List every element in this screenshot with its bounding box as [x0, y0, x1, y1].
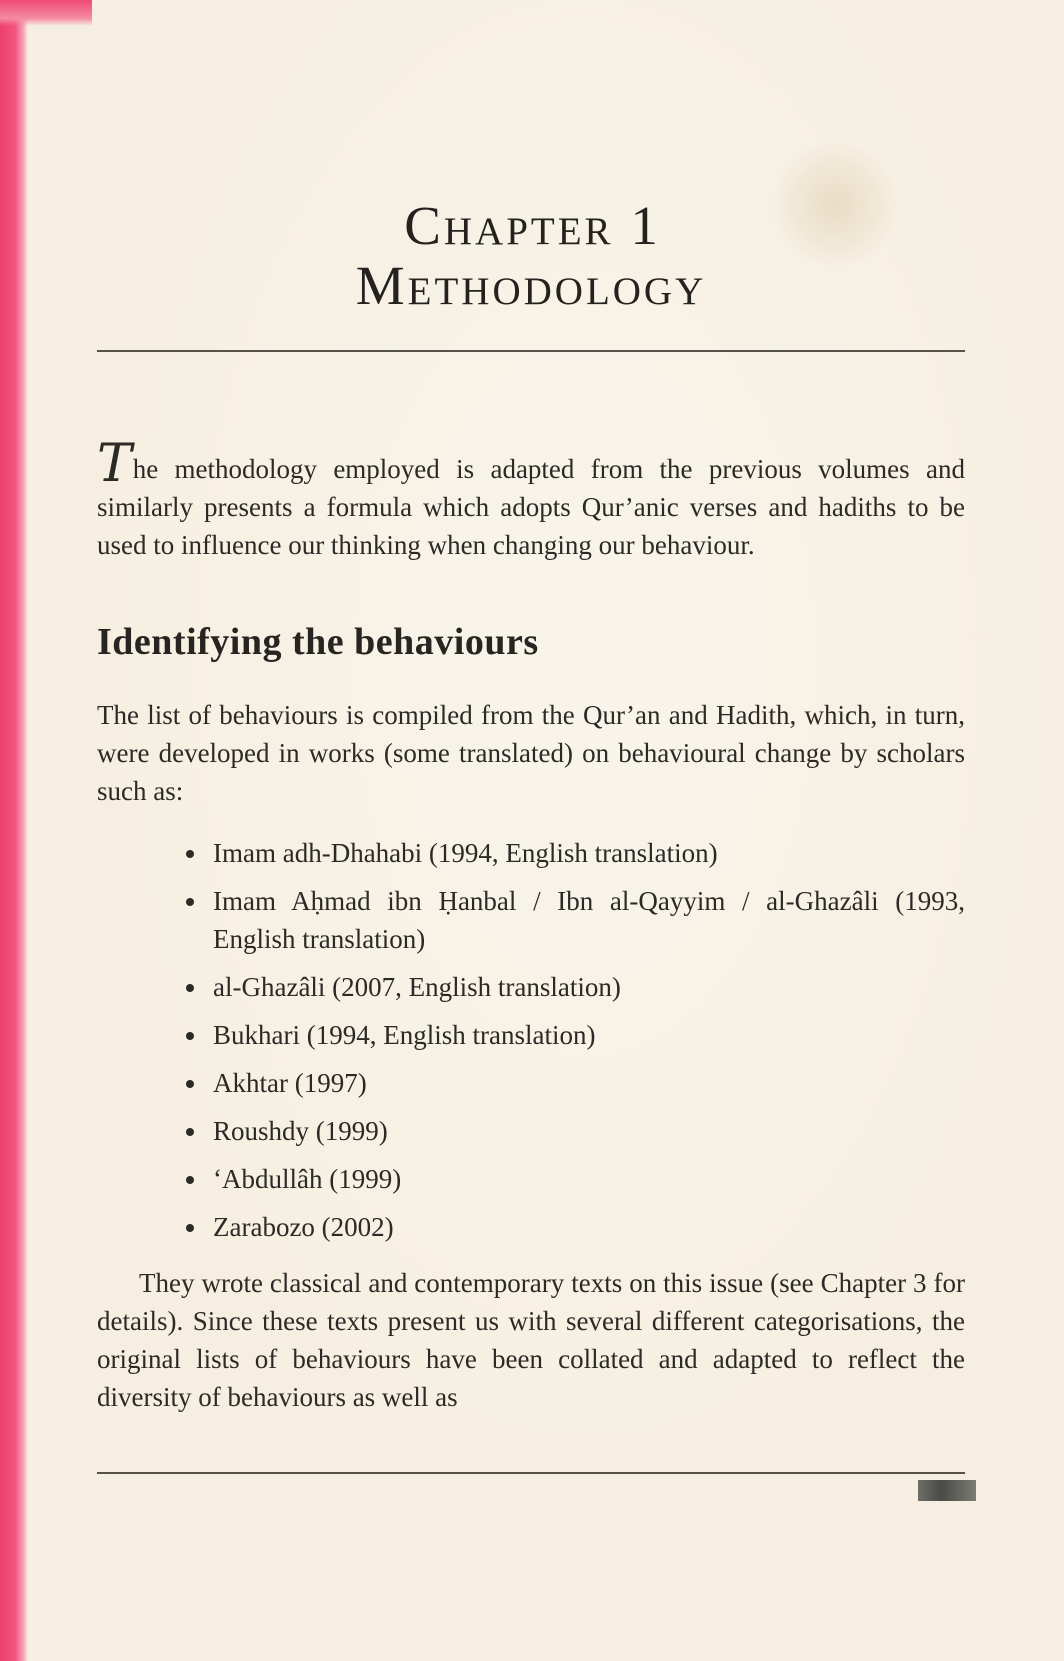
closing-paragraph: They wrote classical and contemporary texts on this issue (see Chapter 3 for details). Since these texts present us with several different categorisations, the original lists of behaviours have been collated and adapted to reflect the diversity of behaviours as well as — [97, 1267, 965, 1412]
intro-text: he methodology employed is adapted from the previous volumes and similarly presents a formula which adopts Qur’anic verses and hadiths to be used to influence our thinking when changing our behaviour. — [97, 454, 965, 560]
scholar-item: • Zarabozo (2002) — [209, 1208, 965, 1246]
page-content — [97, 0, 965, 1416]
scholars-list — [183, 834, 965, 1246]
lead-paragraph: The list of behaviours is compiled from the Qur’an and Hadith, which, in turn, were developed in works (some translated) on behavioural change by scholars such as: — [97, 699, 965, 806]
scholar-item: • Roushdy (1999) — [209, 1112, 965, 1150]
scholar-item: • al-Ghazâli (2007, English translation) — [209, 968, 965, 1006]
chapter-heading — [97, 196, 965, 256]
chapter-title-block — [97, 0, 965, 316]
chapter-word: Chapter — [404, 195, 614, 256]
drop-cap: T — [97, 434, 132, 494]
scan-edge-corner — [0, 0, 92, 26]
scan-edge-strip — [0, 0, 28, 1661]
scholar-item: • Imam adh-Dhahabi (1994, English translation) — [209, 834, 965, 872]
section-heading: Identifying the behaviours — [97, 621, 539, 663]
footer-rule — [97, 1472, 965, 1474]
chapter-number: 1 — [630, 195, 658, 256]
title-divider-rule — [97, 350, 965, 352]
scholar-item: • ‘Abdullâh (1999) — [209, 1160, 965, 1198]
scholar-item: • Imam Aḥmad ibn Ḥanbal / Ibn al-Qayyim / al-Ghazâli (1993, English translation) — [209, 882, 965, 958]
scholar-item: • Bukhari (1994, English translation) — [209, 1016, 965, 1054]
intro-paragraph — [97, 434, 965, 564]
scholar-item: • Akhtar (1997) — [209, 1064, 965, 1102]
page-number-smudge — [918, 1480, 976, 1501]
chapter-title: Methodology — [355, 255, 707, 316]
